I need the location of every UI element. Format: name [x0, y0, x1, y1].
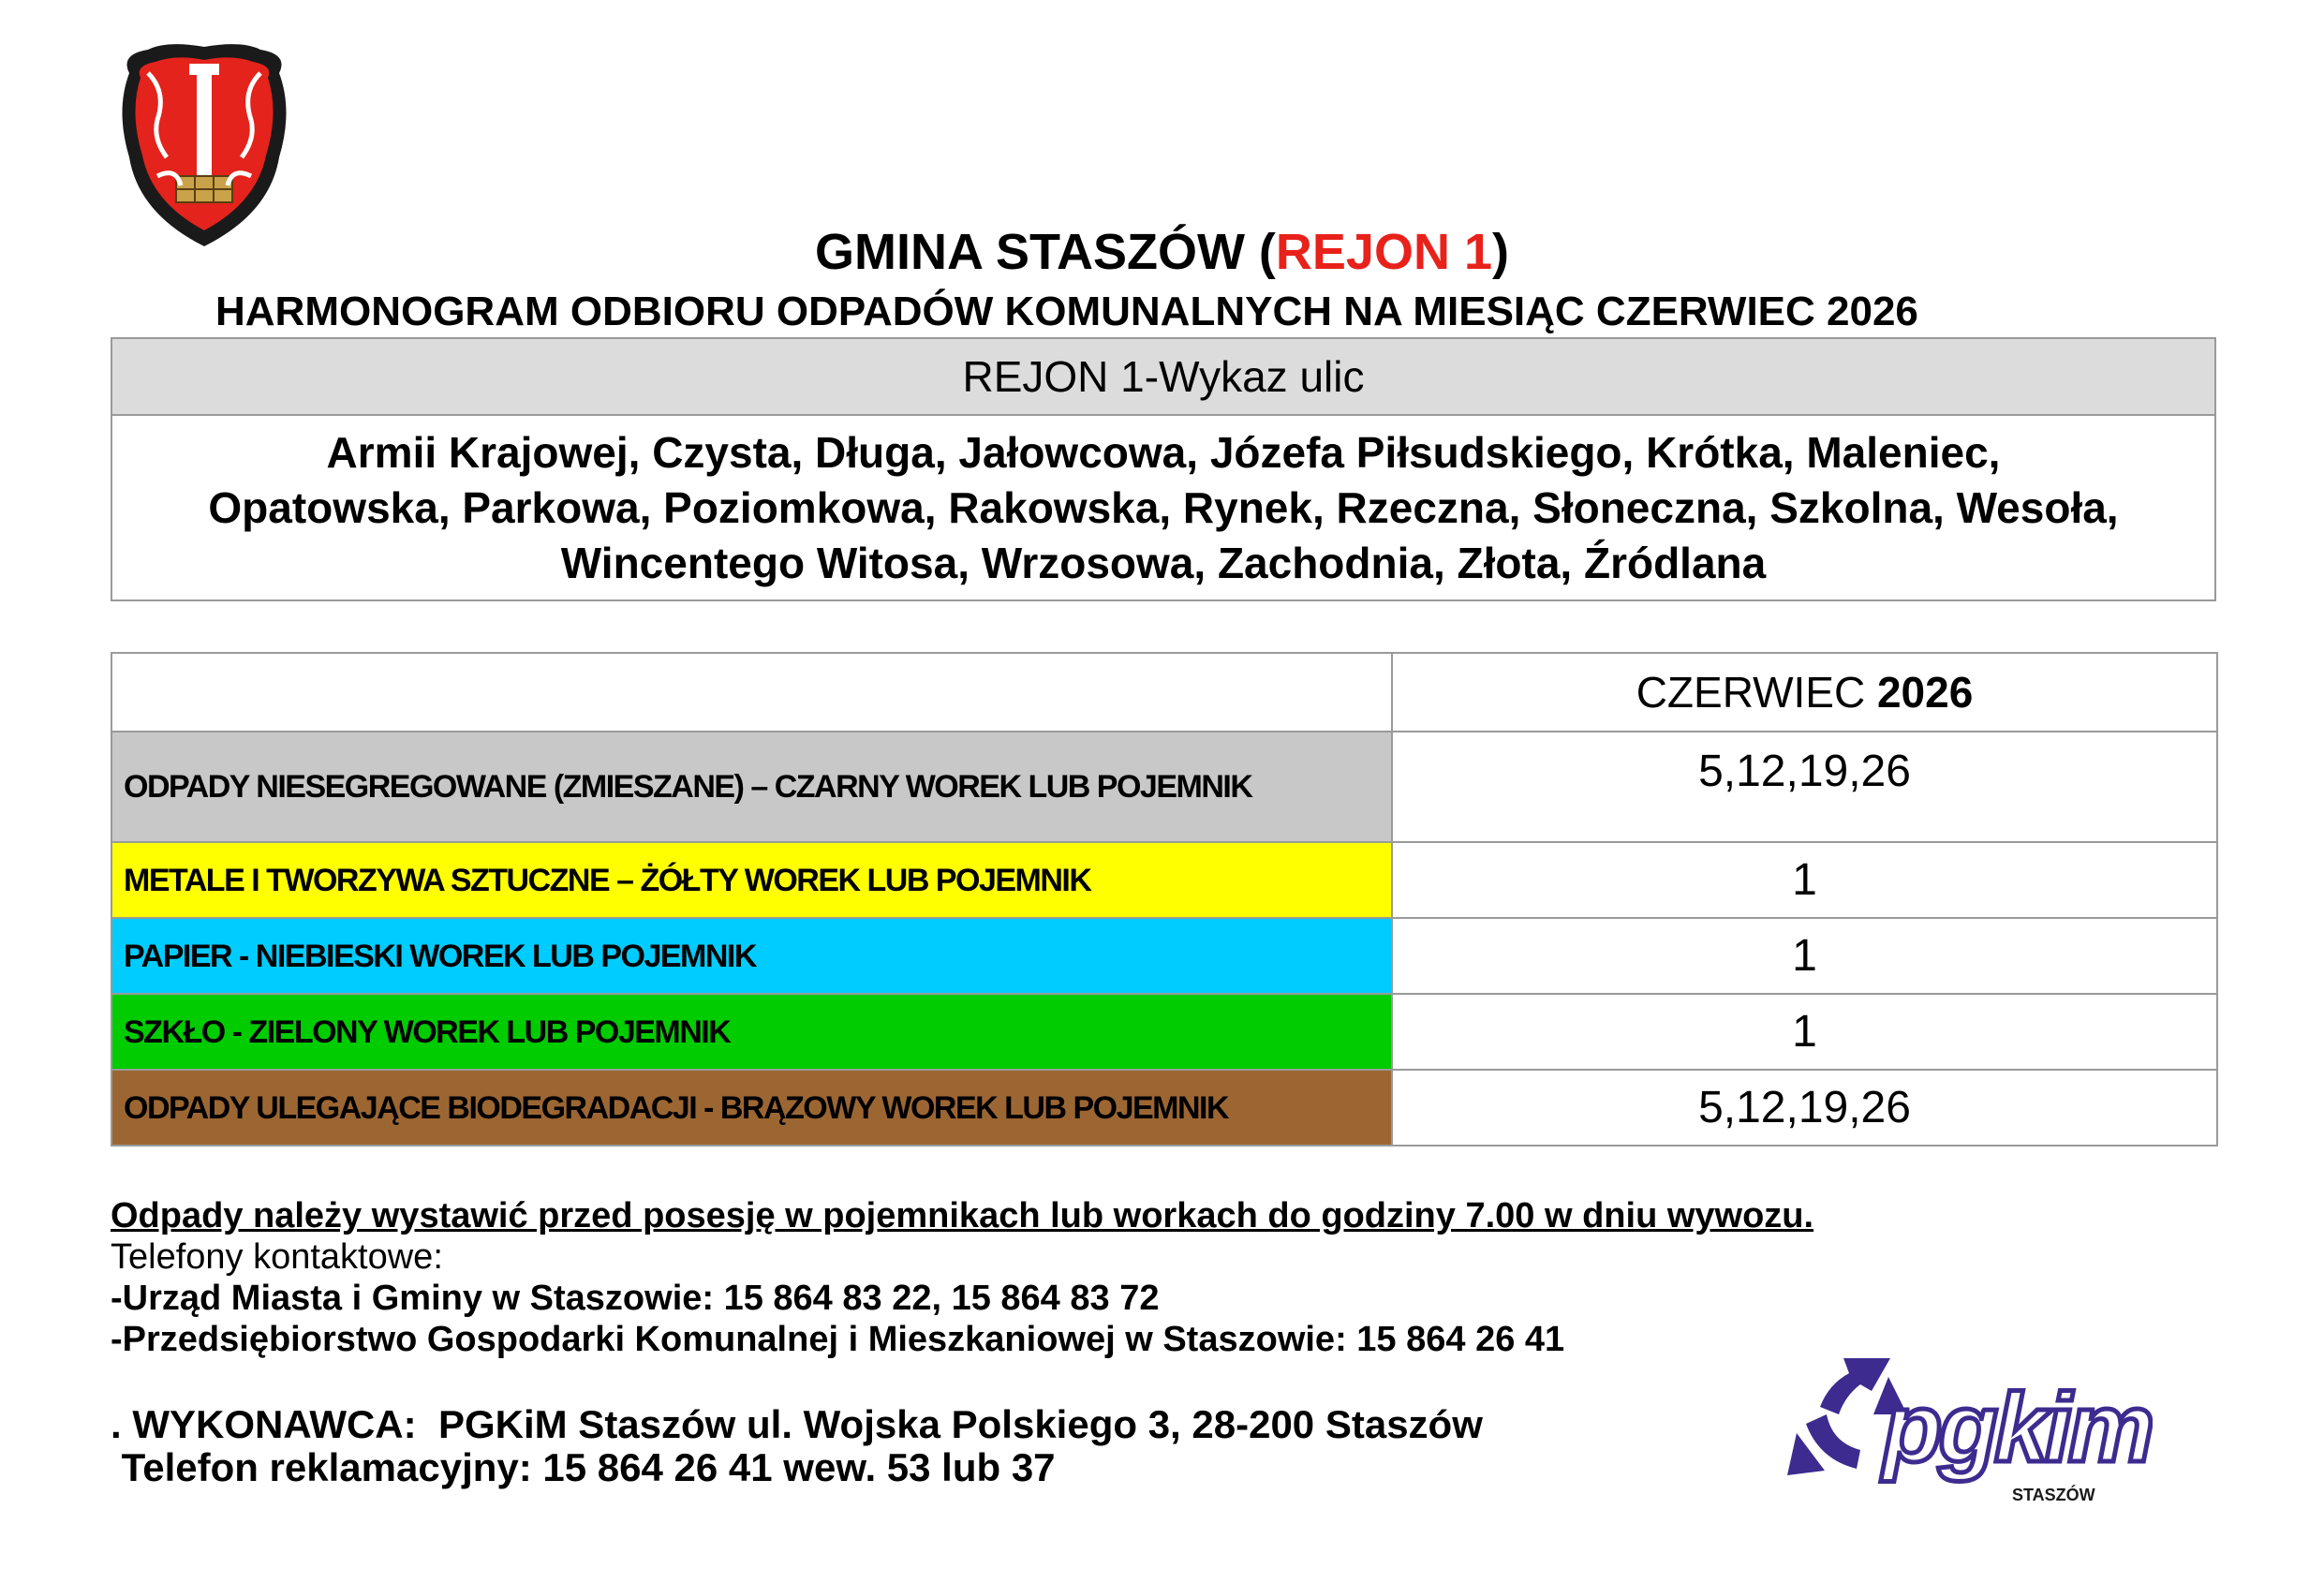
pgkim-logo: [1787, 1349, 2153, 1508]
collection-dates: 5,12,19,26: [1392, 732, 2217, 842]
street-list-line: Wincentego Witosa, Wrzosowa, Zachodnia, Złota, Źródlana: [560, 538, 1767, 587]
waste-category-biodegradable: ODPADY ULEGAJĄCE BIODEGRADACJI - BRĄZOWY WOREK LUB POJEMNIK: [111, 1070, 1392, 1146]
page-title: GMINA STASZÓW (REJON 1): [814, 224, 1509, 280]
logo-city-text: STASZÓW: [2012, 1486, 2095, 1504]
page-subtitle: HARMONOGRAM ODBIORU ODPADÓW KOMUNALNYCH NA MIESIĄC CZERWIEC 2026: [215, 288, 1918, 334]
street-list-box: [111, 337, 2216, 601]
waste-category-glass: SZKŁO - ZIELONY WOREK LUB POJEMNIK: [111, 994, 1392, 1070]
table-row: [111, 918, 2217, 994]
collection-dates: 1: [1392, 918, 2217, 994]
street-list-line: Armii Krajowej, Czysta, Długa, Jałowcowa, Józefa Piłsudskiego, Krótka, Maleniec,: [326, 427, 2001, 477]
month-header: CZERWIEC 2026: [1392, 653, 2217, 732]
contractor-info: [111, 1403, 1483, 1489]
complaint-phone: Telefon reklamacyjny: 15 864 26 41 wew. 53 lub 37: [111, 1445, 1056, 1489]
table-header-empty-cell: [111, 653, 1392, 732]
table-row: [111, 732, 2217, 842]
table-row: [111, 842, 2217, 918]
collection-dates: 5,12,19,26: [1392, 1070, 2217, 1146]
contractor-address: . WYKONAWCA: PGKiM Staszów ul. Wojska Polskiego 3, 28-200 Staszów: [111, 1402, 1483, 1446]
collection-instruction: Odpady należy wystawić przed posesję w pojemnikach lub workach do godziny 7.00 w dniu wywozu.: [111, 1196, 1814, 1235]
waste-category-metals-plastics: METALE I TWORZYWA SZTUCZNE – ŻÓŁTY WOREK LUB POJEMNIK: [111, 842, 1392, 918]
collection-dates: 1: [1392, 994, 2217, 1070]
table-header-row: [111, 653, 2217, 732]
collection-schedule-table: [111, 652, 2218, 1147]
coat-of-arms-icon: [111, 36, 298, 251]
street-list-heading: REJON 1-Wykaz ulic: [112, 339, 2214, 416]
logo-brand-text: pgkim: [1883, 1374, 2152, 1483]
phone-pgkim: -Przedsiębiorstwo Gospodarki Komunalnej i Mieszkaniowej w Staszowie: 15 864 26 41: [111, 1320, 1565, 1359]
street-list-line: Opatowska, Parkowa, Poziomkowa, Rakowska, Rynek, Rzeczna, Słoneczna, Szkolna, Wesoła,: [208, 482, 2119, 532]
notes-section: [111, 1195, 1813, 1360]
phone-city-office: -Urząd Miasta i Gminy w Staszowie: 15 864 83 22, 15 864 83 72: [111, 1279, 1160, 1318]
street-list: [112, 416, 2214, 599]
phones-label: Telefony kontaktowe:: [111, 1237, 443, 1277]
collection-dates: 1: [1392, 842, 2217, 918]
region-label: REJON 1: [1275, 224, 1493, 280]
waste-category-mixed: ODPADY NIESEGREGOWANE (ZMIESZANE) – CZARNY WOREK LUB POJEMNIK: [111, 732, 1392, 842]
waste-category-paper: PAPIER - NIEBIESKI WOREK LUB POJEMNIK: [111, 918, 1392, 994]
table-row: [111, 994, 2217, 1070]
table-row: [111, 1070, 2217, 1146]
